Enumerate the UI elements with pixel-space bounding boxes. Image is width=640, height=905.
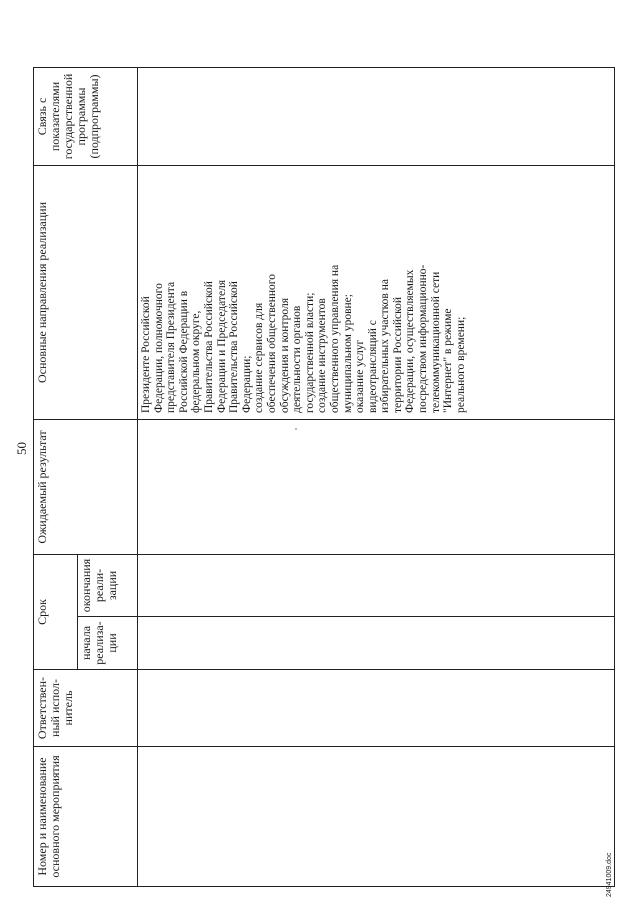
direction-line: видеотрансляций с: [366, 320, 379, 413]
cell-responsible: [138, 670, 615, 747]
direction-line: территории Российской: [391, 296, 404, 413]
header-program-link: Связь с показателями государственной программы (подпрограммы): [34, 68, 138, 166]
direction-line: обеспечения общественного: [265, 274, 278, 413]
direction-line: телекоммуникационной сети: [429, 271, 442, 413]
measures-table: [33, 67, 615, 887]
direction-line: деятельности органов: [291, 305, 304, 413]
header-end: окончания реали-зации: [78, 555, 138, 617]
direction-line: избирательных участков на: [379, 279, 392, 413]
page-number: 50: [14, 442, 29, 455]
direction-line: Федерации, полномочного: [152, 283, 165, 413]
header-main-directions: Основные направления реализации: [34, 166, 138, 420]
direction-line: реального времени;: [454, 316, 467, 413]
direction-line: Федерации, осуществляемых: [404, 269, 417, 413]
direction-line: Правительства Российской: [228, 281, 241, 413]
cell-end: [138, 555, 615, 617]
cell-program-link: [138, 68, 615, 166]
cell-start: [138, 617, 615, 670]
direction-line: государственной власти;: [303, 292, 316, 413]
cell-main-directions: [138, 166, 615, 420]
table-row: [138, 68, 615, 887]
header-term: Срок: [34, 555, 78, 670]
direction-line: Президенте Российской: [140, 296, 152, 413]
direction-line: обсуждения и контроля: [278, 297, 291, 413]
header-responsible: Ответствен-ный испол-нитель: [34, 670, 138, 747]
header-number-and-name: Номер и наименование основного мероприятия: [34, 747, 138, 887]
table-header-row: [34, 68, 78, 887]
file-reference: 24941009.doc: [606, 852, 613, 897]
cell-number-and-name: [138, 747, 615, 887]
direction-line: Федерации;: [240, 355, 253, 413]
direction-line: федеральном округе,: [190, 310, 203, 413]
header-expected-result: Ожидаемый результат: [34, 420, 138, 555]
scan-speck: [295, 428, 297, 430]
direction-line: создание инструментов: [316, 298, 329, 413]
direction-line: Правительства Российской: [202, 281, 215, 413]
direction-line: Российской Федерации в: [177, 290, 190, 413]
direction-line: посредством информационно-: [417, 264, 430, 413]
direction-line: муниципальном уровне;: [341, 294, 354, 413]
direction-line: "Интернет" в режиме: [442, 308, 455, 413]
direction-line: создание сервисов для: [253, 302, 266, 413]
cell-expected-result: [138, 420, 615, 555]
direction-line: общественного управления на: [328, 264, 341, 413]
direction-line: Федерации и Председателя: [215, 279, 228, 413]
header-start: начала реализа-ции: [78, 617, 138, 670]
direction-line: представителя Президента: [165, 281, 178, 413]
direction-line: оказание услуг: [354, 339, 367, 413]
